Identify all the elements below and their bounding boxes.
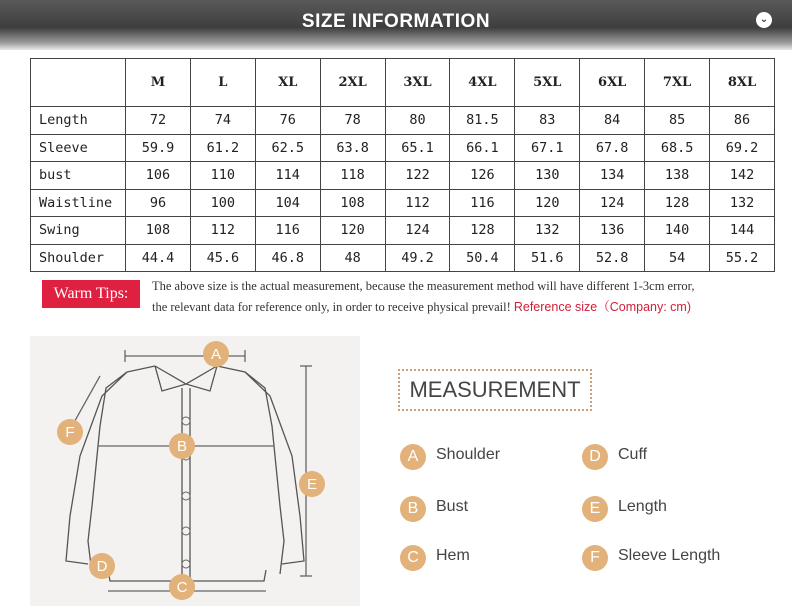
tips-line-1: The above size is the actual measurement, because the measurement method will have different 1-3cm error, [152, 279, 695, 293]
size-header: 6XL [580, 59, 645, 107]
shirt-diagram [30, 336, 360, 606]
table-cell: 55.2 [710, 244, 775, 272]
table-cell: 132 [710, 189, 775, 217]
legend-label: Shoulder [436, 446, 501, 463]
table-row [31, 107, 775, 135]
table-cell: 110 [190, 162, 255, 190]
row-label: Length [31, 107, 126, 135]
table-cell: 83 [515, 107, 580, 135]
legend-marker: F [582, 545, 608, 571]
legend-label: Sleeve Length [618, 547, 721, 564]
warm-tips [38, 278, 778, 318]
size-header: 7XL [645, 59, 710, 107]
size-table [30, 58, 775, 272]
table-cell: 108 [126, 217, 191, 245]
legend-label: Bust [436, 498, 469, 515]
table-row [31, 134, 775, 162]
table-row [31, 189, 775, 217]
size-header: 3XL [385, 59, 450, 107]
legend-marker: D [582, 444, 608, 470]
table-cell: 120 [515, 189, 580, 217]
marker-a-label: A [210, 346, 222, 363]
table-cell: 142 [710, 162, 775, 190]
table-cell: 65.1 [385, 134, 450, 162]
tips-line-2: the relevant data for reference only, in order to receive physical prevail! [152, 300, 511, 314]
shirt-right-side-outline [217, 366, 284, 574]
size-header: M [126, 59, 191, 107]
table-cell: 132 [515, 217, 580, 245]
table-cell: 49.2 [385, 244, 450, 272]
table-cell: 63.8 [320, 134, 385, 162]
warm-tips-badge: Warm Tips: [42, 280, 140, 308]
table-cell: 84 [580, 107, 645, 135]
legend-marker: E [582, 496, 608, 522]
table-cell: 67.1 [515, 134, 580, 162]
table-cell: 85 [645, 107, 710, 135]
table-cell: 52.8 [580, 244, 645, 272]
table-cell: 100 [190, 189, 255, 217]
table-header-row [31, 59, 775, 107]
shirt-button [182, 492, 190, 500]
table-cell: 114 [255, 162, 320, 190]
legend-label: Hem [436, 547, 470, 564]
table-cell: 116 [255, 217, 320, 245]
marker-c-label: C [176, 579, 188, 596]
collapse-chevron-icon[interactable]: ⌄ [756, 12, 772, 28]
table-cell: 69.2 [710, 134, 775, 162]
row-label: Sleeve [31, 134, 126, 162]
table-cell: 120 [320, 217, 385, 245]
table-cell: 66.1 [450, 134, 515, 162]
table-cell: 54 [645, 244, 710, 272]
table-cell: 50.4 [450, 244, 515, 272]
table-cell: 140 [645, 217, 710, 245]
table-cell: 124 [580, 189, 645, 217]
table-cell: 104 [255, 189, 320, 217]
header-banner [0, 0, 792, 50]
row-label: Waistline [31, 189, 126, 217]
size-header: L [190, 59, 255, 107]
marker-e-label: E [306, 476, 318, 493]
size-header: 2XL [320, 59, 385, 107]
table-cell: 128 [645, 189, 710, 217]
table-cell: 130 [515, 162, 580, 190]
shirt-left-side-outline [88, 366, 155, 574]
legend-label: Length [618, 498, 667, 515]
table-cell: 72 [126, 107, 191, 135]
shirt-button [182, 417, 190, 425]
size-header: XL [255, 59, 320, 107]
shirt-left-sleeve [66, 372, 127, 564]
table-cell: 112 [385, 189, 450, 217]
legend-marker: A [400, 444, 426, 470]
table-cell: 118 [320, 162, 385, 190]
marker-d-label: D [96, 558, 108, 575]
table-cell: 46.8 [255, 244, 320, 272]
table-cell: 59.9 [126, 134, 191, 162]
legend-marker: C [400, 545, 426, 571]
table-cell: 106 [126, 162, 191, 190]
table-cell: 112 [190, 217, 255, 245]
size-header: 8XL [710, 59, 775, 107]
table-cell: 48 [320, 244, 385, 272]
warm-tips-text [152, 276, 782, 318]
table-cell: 128 [450, 217, 515, 245]
table-row [31, 217, 775, 245]
row-label: bust [31, 162, 126, 190]
size-header: 5XL [515, 59, 580, 107]
row-label: Shoulder [31, 244, 126, 272]
table-cell: 67.8 [580, 134, 645, 162]
tips-reference-note: Reference size（Company: cm) [513, 300, 692, 314]
table-cell: 51.6 [515, 244, 580, 272]
table-cell: 144 [710, 217, 775, 245]
row-label: Swing [31, 217, 126, 245]
table-cell: 68.5 [645, 134, 710, 162]
table-cell: 80 [385, 107, 450, 135]
table-cell: 138 [645, 162, 710, 190]
table-cell: 62.5 [255, 134, 320, 162]
table-cell: 45.6 [190, 244, 255, 272]
table-cell: 122 [385, 162, 450, 190]
shirt-button [182, 527, 190, 535]
table-cell: 124 [385, 217, 450, 245]
table-cell: 96 [126, 189, 191, 217]
table-cell: 44.4 [126, 244, 191, 272]
table-row [31, 162, 775, 190]
shirt-button [182, 560, 190, 568]
legend-label: Cuff [618, 446, 648, 463]
shirt-right-sleeve [245, 372, 304, 564]
table-cell: 134 [580, 162, 645, 190]
table-cell: 136 [580, 217, 645, 245]
table-cell: 108 [320, 189, 385, 217]
table-corner-cell [31, 59, 126, 107]
table-cell: 61.2 [190, 134, 255, 162]
table-cell: 74 [190, 107, 255, 135]
marker-f-label: F [65, 424, 75, 441]
table-cell: 86 [710, 107, 775, 135]
table-cell: 78 [320, 107, 385, 135]
size-header: 4XL [450, 59, 515, 107]
table-row [31, 244, 775, 272]
shirt-collar [155, 366, 217, 391]
table-cell: 126 [450, 162, 515, 190]
table-cell: 76 [255, 107, 320, 135]
legend-marker: B [400, 496, 426, 522]
table-cell: 116 [450, 189, 515, 217]
marker-b-label: B [176, 438, 188, 455]
measurement-title: MEASUREMENT [398, 369, 592, 411]
table-cell: 81.5 [450, 107, 515, 135]
banner-title: SIZE INFORMATION [301, 11, 491, 32]
